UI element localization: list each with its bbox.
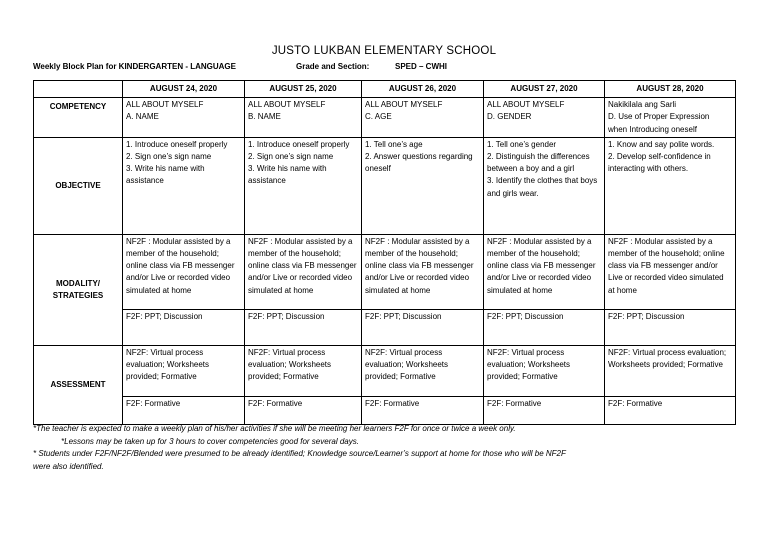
competency-topic: ALL ABOUT MYSELF <box>365 100 443 110</box>
assessment-f2f-cell: F2F: Formative <box>362 396 484 424</box>
row-label-objective: OBJECTIVE <box>34 137 123 234</box>
row-label-competency: COMPETENCY <box>34 98 123 138</box>
assessment-nf2f-cell: NF2F: Virtual process evaluation; Worksheets provided; Formative <box>362 345 484 396</box>
competency-topic: ALL ABOUT MYSELF <box>126 100 204 110</box>
objective-item: 1. Know and say polite words. <box>608 139 715 149</box>
objective-item: 2. Distinguish the differences between a boy and a girl <box>487 152 590 174</box>
modality-nf2f-cell: NF2F : Modular assisted by a member of the household; online class via FB messenger and/or Live or recorded video simulated at home <box>484 234 605 309</box>
modality-f2f-cell: F2F: PPT; Discussion <box>605 309 736 345</box>
objective-cell <box>123 137 245 234</box>
date-header: AUGUST 24, 2020 <box>123 81 245 98</box>
objective-cell <box>362 137 484 234</box>
assessment-f2f-cell: F2F: Formative <box>245 396 362 424</box>
modality-label-line: MODALITY/ <box>56 278 100 288</box>
competency-cell <box>245 98 362 138</box>
competency-topic: Nakikilala ang Sarli <box>608 100 677 110</box>
objective-cell <box>245 137 362 234</box>
modality-f2f-cell: F2F: PPT; Discussion <box>362 309 484 345</box>
assessment-nf2f-cell: NF2F: Virtual process evaluation; Worksheets provided; Formative <box>245 345 362 396</box>
assessment-nf2f-cell: NF2F: Virtual process evaluation; Worksheets provided; Formative <box>605 345 736 396</box>
objective-item: 1. Introduce oneself properly <box>126 139 228 149</box>
assessment-f2f-cell: F2F: Formative <box>123 396 245 424</box>
objective-item: 3. Identify the clothes that boys and girls wear. <box>487 176 598 198</box>
objective-cell <box>484 137 605 234</box>
competency-topic: ALL ABOUT MYSELF <box>248 100 326 110</box>
modality-f2f-cell: F2F: PPT; Discussion <box>484 309 605 345</box>
modality-f2f-cell: F2F: PPT; Discussion <box>123 309 245 345</box>
modality-nf2f-cell: NF2F : Modular assisted by a member of the household; online class via FB messenger and/or Live or recorded video simulated at home <box>245 234 362 309</box>
objective-item: 1. Introduce oneself properly <box>248 139 350 149</box>
assessment-f2f-cell: F2F: Formative <box>605 396 736 424</box>
corner-cell <box>34 81 123 98</box>
modality-nf2f-row <box>34 234 736 309</box>
date-header: AUGUST 25, 2020 <box>245 81 362 98</box>
assessment-nf2f-row <box>34 345 736 396</box>
objective-item: 2. Develop self-confidence in interacting with others. <box>608 152 711 174</box>
date-header: AUGUST 28, 2020 <box>605 81 736 98</box>
row-label-modality <box>34 234 123 345</box>
modality-nf2f-cell: NF2F : Modular assisted by a member of the household; online class via FB messenger and/or Live or recorded video simulated at home <box>605 234 736 309</box>
objective-item: 2. Answer questions regarding oneself <box>365 152 473 174</box>
objective-cell <box>605 137 736 234</box>
objective-row <box>34 137 736 234</box>
competency-subtopic: C. AGE <box>365 112 392 122</box>
date-header: AUGUST 26, 2020 <box>362 81 484 98</box>
objective-item: 2. Sign one’s sign name <box>248 152 334 162</box>
competency-subtopic: A. NAME <box>126 112 159 122</box>
footnote: were also identified. <box>33 461 104 471</box>
plan-label: Weekly Block Plan for KINDERGARTEN - LANGUAGE <box>33 62 236 71</box>
competency-cell <box>484 98 605 138</box>
competency-cell <box>123 98 245 138</box>
competency-row <box>34 98 736 138</box>
competency-cell <box>605 98 736 138</box>
competency-subtopic: D. Use of Proper Expression <box>608 112 710 122</box>
competency-cell <box>362 98 484 138</box>
objective-item: 2. Sign one’s sign name <box>126 152 212 162</box>
modality-f2f-row <box>34 309 736 345</box>
modality-nf2f-cell: NF2F : Modular assisted by a member of the household; online class via FB messenger and/or Live or recorded video simulated at home <box>362 234 484 309</box>
objective-item: 3. Write his name with assistance <box>126 164 205 186</box>
objective-item: 1. Tell one’s gender <box>487 139 557 149</box>
competency-topic: ALL ABOUT MYSELF <box>487 100 565 110</box>
assessment-nf2f-cell: NF2F: Virtual process evaluation; Worksheets provided; Formative <box>123 345 245 396</box>
header-row <box>34 81 736 98</box>
school-title: JUSTO LUKBAN ELEMENTARY SCHOOL <box>271 45 497 57</box>
grade-label: Grade and Section: <box>296 62 370 71</box>
modality-label-line: STRATEGIES <box>52 290 104 300</box>
weekly-plan-table <box>33 80 736 425</box>
objective-item: 1. Tell one’s age <box>365 139 423 149</box>
date-header: AUGUST 27, 2020 <box>484 81 605 98</box>
objective-item: 3. Write his name with assistance <box>248 164 327 186</box>
grade-value: SPED – CWHI <box>395 62 448 71</box>
assessment-nf2f-cell: NF2F: Virtual process evaluation; Worksheets provided; Formative <box>484 345 605 396</box>
competency-subtopic: when Introducing oneself <box>608 124 697 134</box>
assessment-f2f-row <box>34 396 736 424</box>
footnote: *The teacher is expected to make a weekly plan of his/her activities if she will be meeting her learners F2F for once or twice a week only. <box>33 424 516 433</box>
modality-f2f-cell: F2F: PPT; Discussion <box>245 309 362 345</box>
footnote: *Lessons may be taken up for 3 hours to cover competencies good for several days. <box>61 436 359 446</box>
competency-subtopic: D. GENDER <box>487 112 532 122</box>
assessment-f2f-cell: F2F: Formative <box>484 396 605 424</box>
modality-nf2f-cell: NF2F : Modular assisted by a member of the household; online class via FB messenger and/or Live or recorded video simulated at home <box>123 234 245 309</box>
row-label-assessment: ASSESSMENT <box>34 345 123 424</box>
competency-subtopic: B. NAME <box>248 112 281 122</box>
footnotes <box>33 423 733 473</box>
footnote: * Students under F2F/NF2F/Blended were presumed to be already identified; Knowledge source/Learner’s support at home for those who will be NF2F <box>33 449 566 458</box>
